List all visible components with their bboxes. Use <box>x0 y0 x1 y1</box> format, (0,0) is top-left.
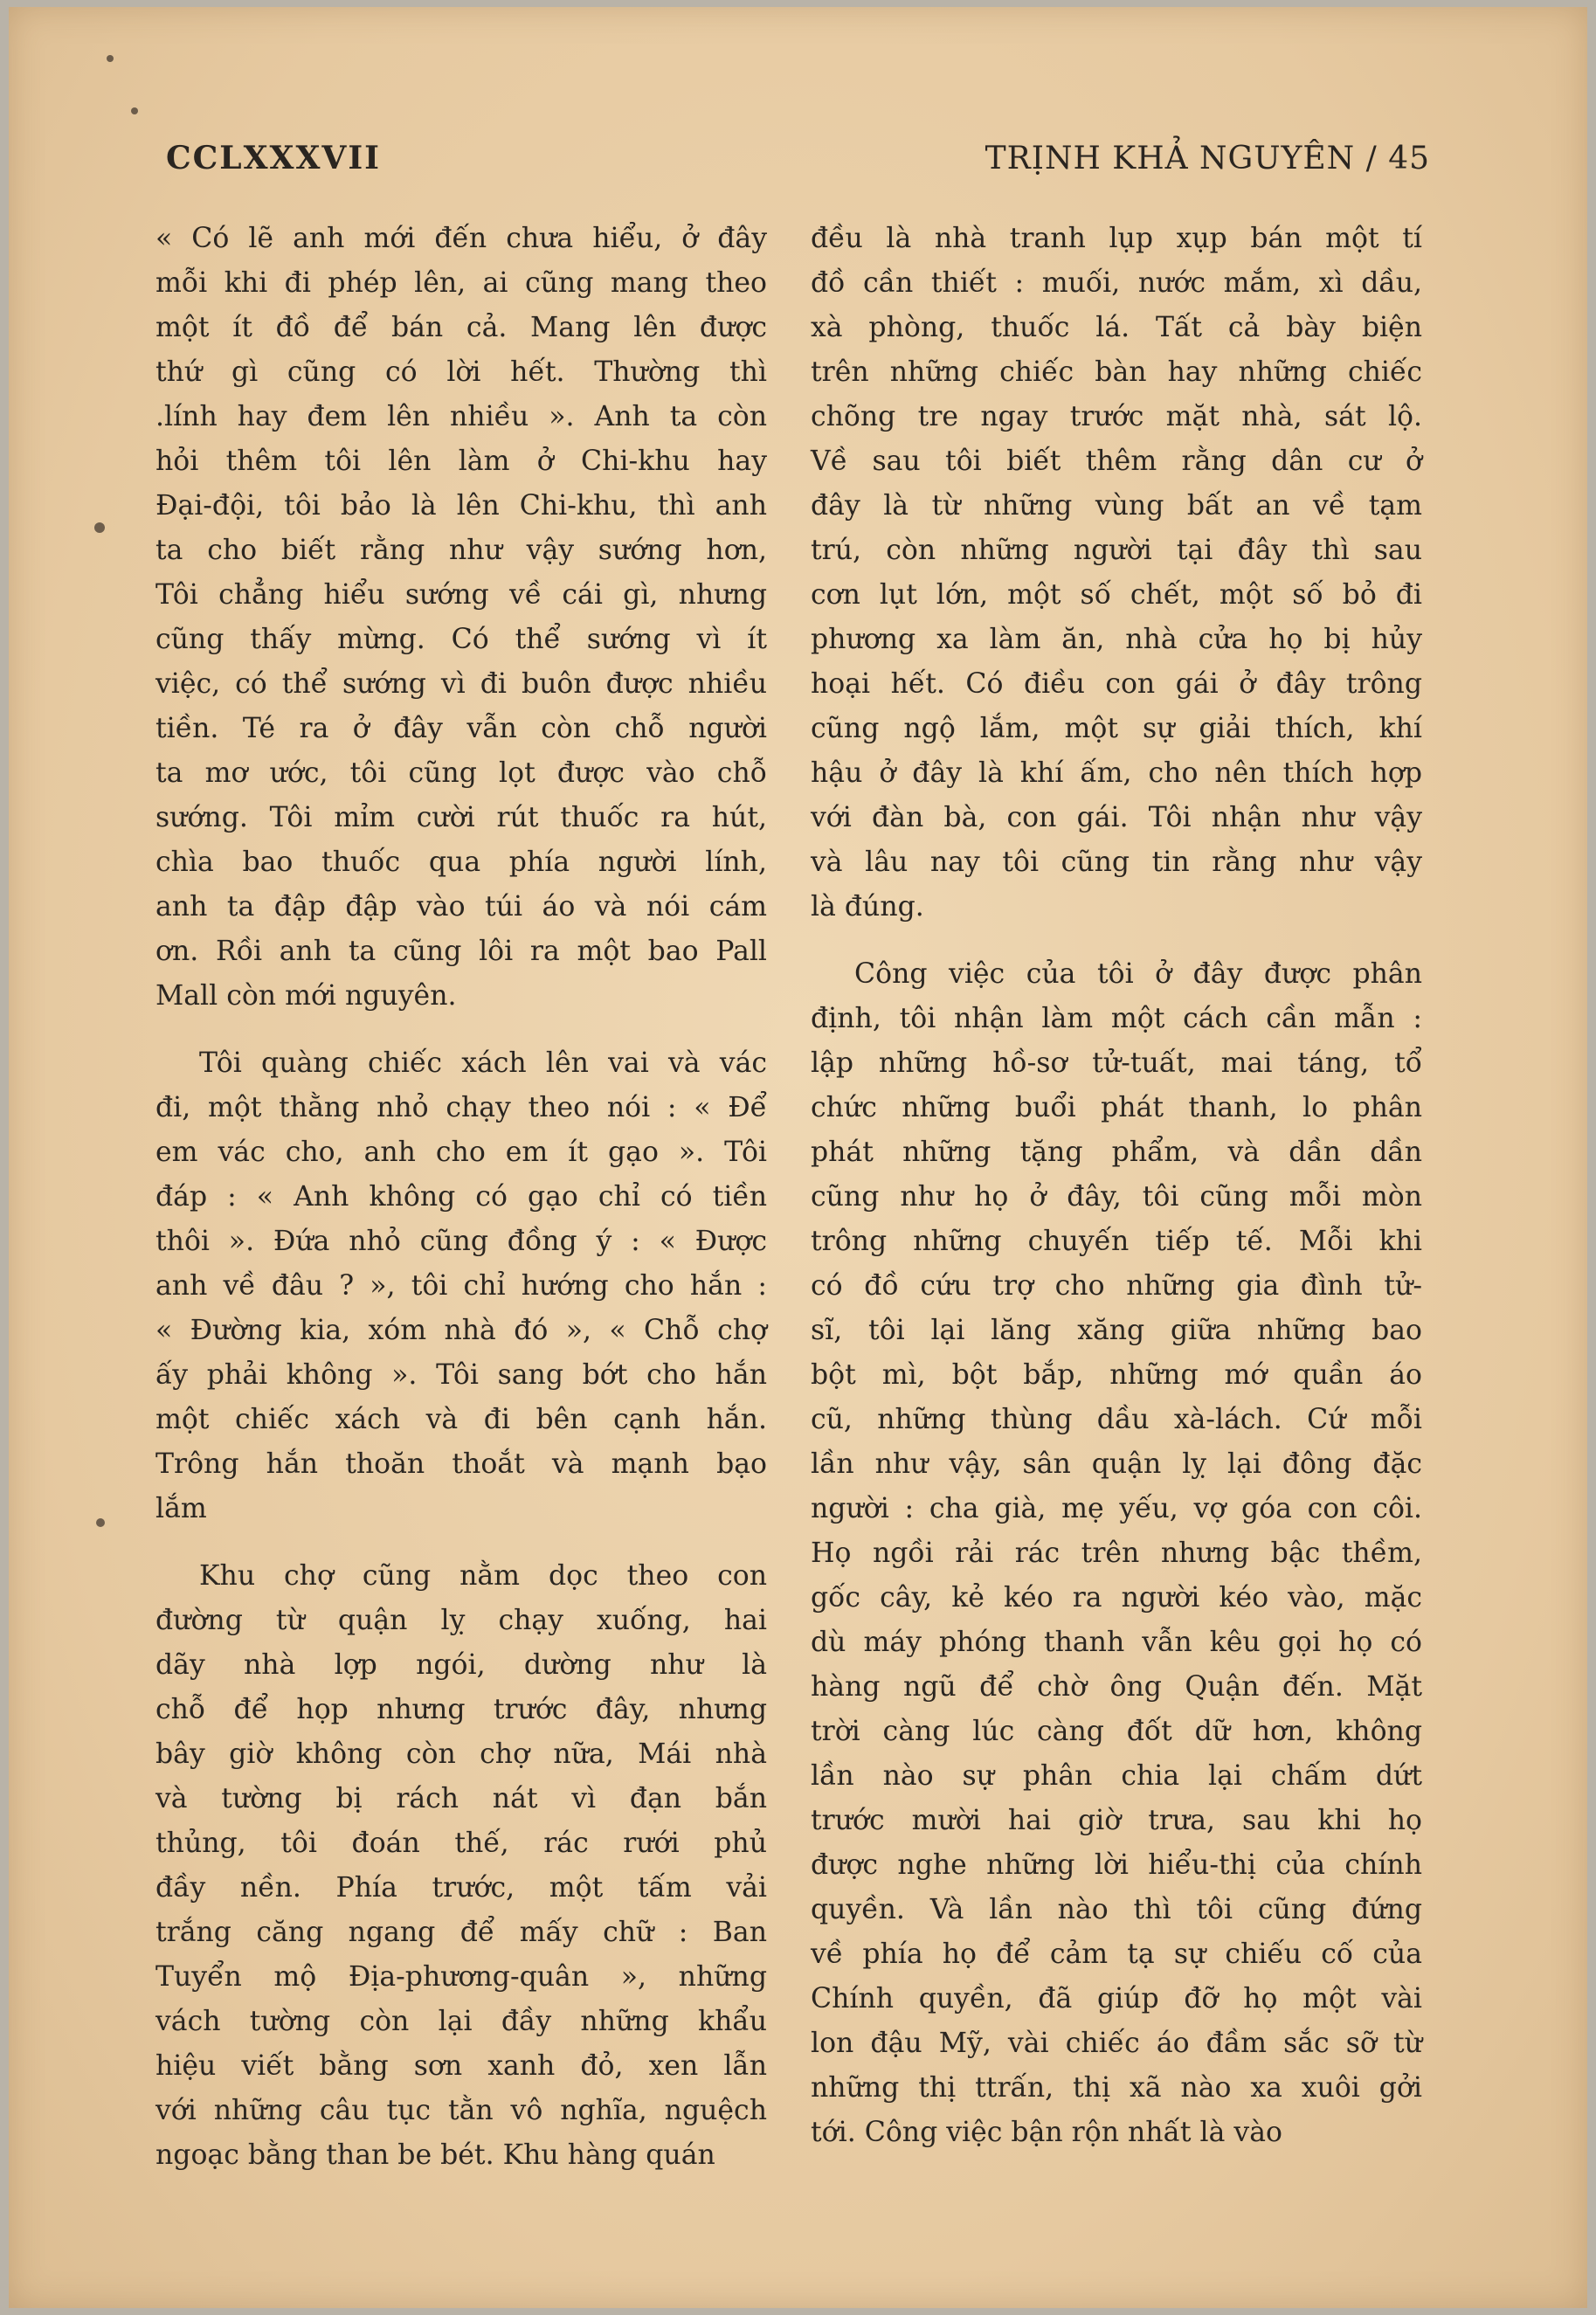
text-line: hoại hết. Có điều con gái ở đây trông <box>811 668 1422 700</box>
text-line: thôi ». Đứa nhỏ cũng đồng ý : « Được <box>155 1226 767 1257</box>
text-line: anh ta đập đập vào túi áo và nói cám <box>155 891 767 923</box>
paragraph <box>155 1041 767 1531</box>
text-line: Trông hắn thoăn thoắt và mạnh bạo <box>155 1448 767 1480</box>
text-line: Công việc của tôi ở đây được phân <box>854 958 1422 990</box>
text-line: Họ ngồi rải rác trên nhưng bậc thềm, <box>811 1538 1422 1569</box>
text-line: vách tường còn lại đầy những khẩu <box>155 2006 767 2037</box>
text-line: việc, có thể sướng vì đi buôn được nhiều <box>155 668 767 700</box>
text-line: đáp : « Anh không có gạo chỉ có tiền <box>155 1181 767 1213</box>
text-line: cũng ngộ lắm, một sự giải thích, khí <box>811 713 1422 744</box>
text-line: cũng thấy mừng. Có thể sướng vì ít <box>155 624 767 655</box>
text-line: lần như vậy, sân quận lỵ lại đông đặc <box>811 1448 1422 1480</box>
text-line: « Đường kia, xóm nhà đó », « Chỗ chợ <box>155 1315 767 1346</box>
text-line: lon đậu Mỹ, vài chiếc áo đầm sắc sỡ từ <box>811 2028 1422 2059</box>
paragraph <box>811 952 1422 2155</box>
text-line: Tôi chẳng hiểu sướng về cái gì, nhưng <box>155 579 767 611</box>
text-line: Tôi quàng chiếc xách lên vai và vác <box>199 1047 767 1079</box>
text-line: lắm <box>155 1493 207 1524</box>
text-line: đầy nền. Phía trước, một tấm vải <box>155 1872 767 1904</box>
ink-speck <box>96 1518 105 1527</box>
text-line: trông những chuyến tiếp tế. Mỗi khi <box>811 1226 1422 1257</box>
text-line: những thị ttrấn, thị xã nào xa xuôi gởi <box>811 2072 1422 2104</box>
text-line: đi, một thằng nhỏ chạy theo nói : « Để <box>155 1092 767 1123</box>
text-line: tới. Công việc bận rộn nhất là vào <box>811 2117 1282 2148</box>
text-line: thủng, tôi đoán thế, rác rưới phủ <box>155 1828 767 1859</box>
text-line: Khu chợ cũng nằm dọc theo con <box>199 1560 767 1592</box>
text-line: « Có lẽ anh mới đến chưa hiểu, ở đây <box>155 223 767 254</box>
text-line: với đàn bà, con gái. Tôi nhận như vậy <box>811 802 1422 833</box>
text-line: trên những chiếc bàn hay những chiếc <box>811 356 1422 388</box>
text-line: bây giờ không còn chợ nữa, Mái nhà <box>155 1738 767 1770</box>
text-line: trời càng lúc càng đốt dữ hơn, không <box>811 1716 1422 1747</box>
text-line: sĩ, tôi lại lăng xăng giữa những bao <box>811 1315 1422 1346</box>
text-line: Mall còn mới nguyên. <box>155 980 457 1012</box>
paragraph <box>155 1554 767 2178</box>
text-line: lập những hồ-sơ tử-tuất, mai táng, tổ <box>811 1047 1422 1079</box>
text-line: chỗ để họp nhưng trước đây, nhưng <box>155 1694 767 1725</box>
text-line: tiền. Té ra ở đây vẫn còn chỗ người <box>155 713 767 744</box>
text-line: hiệu viết bằng sơn xanh đỏ, xen lẫn <box>155 2050 767 2082</box>
text-line: cũng như họ ở đây, tôi cũng mỗi mòn <box>811 1181 1422 1213</box>
text-line: chõng tre ngay trước mặt nhà, sát lộ. <box>811 401 1422 432</box>
text-line: sướng. Tôi mỉm cười rút thuốc ra hút, <box>155 802 767 833</box>
text-line: ta mơ ước, tôi cũng lọt được vào chỗ <box>155 757 767 789</box>
right-text-column <box>811 217 1422 2155</box>
text-line: đều là nhà tranh lụp xụp bán một tí <box>811 223 1422 254</box>
ink-speck <box>107 55 114 62</box>
author-page-number: TRỊNH KHẢ NGUYÊN / 45 <box>985 140 1430 176</box>
text-line: phát những tặng phẩm, và dần dần <box>811 1137 1422 1168</box>
text-line: ấy phải không ». Tôi sang bớt cho hắn <box>155 1359 767 1391</box>
paragraph <box>811 217 1422 929</box>
text-line: Chính quyền, đã giúp đỡ họ một vài <box>811 1983 1422 2014</box>
left-text-column <box>155 217 767 2178</box>
text-line: trước mười hai giờ trưa, sau khi họ <box>811 1805 1422 1836</box>
text-line: hậu ở đây là khí ấm, cho nên thích hợp <box>811 757 1422 789</box>
ink-speck <box>94 522 105 533</box>
text-line: và lâu nay tôi cũng tin rằng như vậy <box>811 847 1422 878</box>
text-line: thứ gì cũng có lời hết. Thường thì <box>155 356 767 388</box>
text-line: được nghe những lời hiểu-thị của chính <box>811 1849 1422 1881</box>
text-line: lần nào sự phân chia lại chấm dứt <box>811 1760 1422 1792</box>
text-line: với những câu tục tằn vô nghĩa, nguệch <box>155 2095 767 2126</box>
text-line: chìa bao thuốc qua phía người lính, <box>155 847 767 878</box>
text-line: Về sau tôi biết thêm rằng dân cư ở <box>811 446 1422 477</box>
text-line: là đúng. <box>811 891 924 923</box>
paragraph <box>155 217 767 1019</box>
text-line: đường từ quận lỵ chạy xuống, hai <box>155 1605 767 1636</box>
text-line: đồ cần thiết : muối, nước mắm, xì dầu, <box>811 267 1422 299</box>
text-line: cũ, những thùng dầu xà-lách. Cứ mỗi <box>811 1404 1422 1435</box>
text-line: chức những buổi phát thanh, lo phân <box>811 1092 1422 1123</box>
text-line: hỏi thêm tôi lên làm ở Chi-khu hay <box>155 446 767 477</box>
issue-number: CCLXXXVII <box>166 140 382 176</box>
text-line: trú, còn những người tại đây thì sau <box>811 535 1422 566</box>
text-line: mỗi khi đi phép lên, ai cũng mang theo <box>155 267 767 299</box>
book-page <box>9 7 1587 2308</box>
text-line: và tường bị rách nát vì đạn bắn <box>155 1783 767 1814</box>
text-line: quyền. Và lần nào thì tôi cũng đứng <box>811 1894 1422 1925</box>
text-line: bột mì, bột bắp, những mớ quần áo <box>811 1359 1422 1391</box>
text-line: dãy nhà lợp ngói, dường như là <box>155 1649 767 1681</box>
text-line: định, tôi nhận làm một cách cần mẫn : <box>811 1003 1422 1034</box>
text-line: hàng ngũ để chờ ông Quận đến. Mặt <box>811 1671 1422 1703</box>
text-line: gốc cây, kẻ kéo ra người kéo vào, mặc <box>811 1582 1422 1614</box>
text-line: Tuyển mộ Địa-phương-quân », những <box>155 1961 767 1993</box>
text-line: em vác cho, anh cho em ít gạo ». Tôi <box>155 1137 767 1168</box>
text-line: cơn lụt lớn, một số chết, một số bỏ đi <box>811 579 1422 611</box>
paragraph-gap <box>155 1531 767 1554</box>
text-line: một chiếc xách và đi bên cạnh hắn. <box>155 1404 767 1435</box>
text-line: ơn. Rồi anh ta cũng lôi ra một bao Pall <box>155 936 767 967</box>
text-line: .lính hay đem lên nhiều ». Anh ta còn <box>155 401 767 432</box>
text-line: ngoạc bằng than be bét. Khu hàng quán <box>155 2139 715 2171</box>
text-line: anh về đâu ? », tôi chỉ hướng cho hắn : <box>155 1270 767 1302</box>
text-line: có đồ cứu trợ cho những gia đình tử- <box>811 1270 1422 1302</box>
text-line: dù máy phóng thanh vẫn kêu gọi họ có <box>811 1627 1422 1658</box>
paragraph-gap <box>155 1019 767 1041</box>
text-line: phương xa làm ăn, nhà cửa họ bị hủy <box>811 624 1422 655</box>
paragraph-gap <box>811 929 1422 952</box>
text-line: ta cho biết rằng như vậy sướng hơn, <box>155 535 767 566</box>
running-header <box>166 128 1430 189</box>
text-line: về phía họ để cảm tạ sự chiếu cố của <box>811 1938 1422 1970</box>
text-line: đây là từ những vùng bất an về tạm <box>811 490 1422 522</box>
text-line: Đại-đội, tôi bảo là lên Chi-khu, thì anh <box>155 490 767 522</box>
text-line: xà phòng, thuốc lá. Tất cả bày biện <box>811 312 1422 343</box>
text-line: trắng căng ngang để mấy chữ : Ban <box>155 1917 767 1948</box>
ink-speck <box>131 107 138 114</box>
text-line: một ít đồ để bán cả. Mang lên được <box>155 312 767 343</box>
text-line: người : cha già, mẹ yếu, vợ góa con côi. <box>811 1493 1422 1524</box>
